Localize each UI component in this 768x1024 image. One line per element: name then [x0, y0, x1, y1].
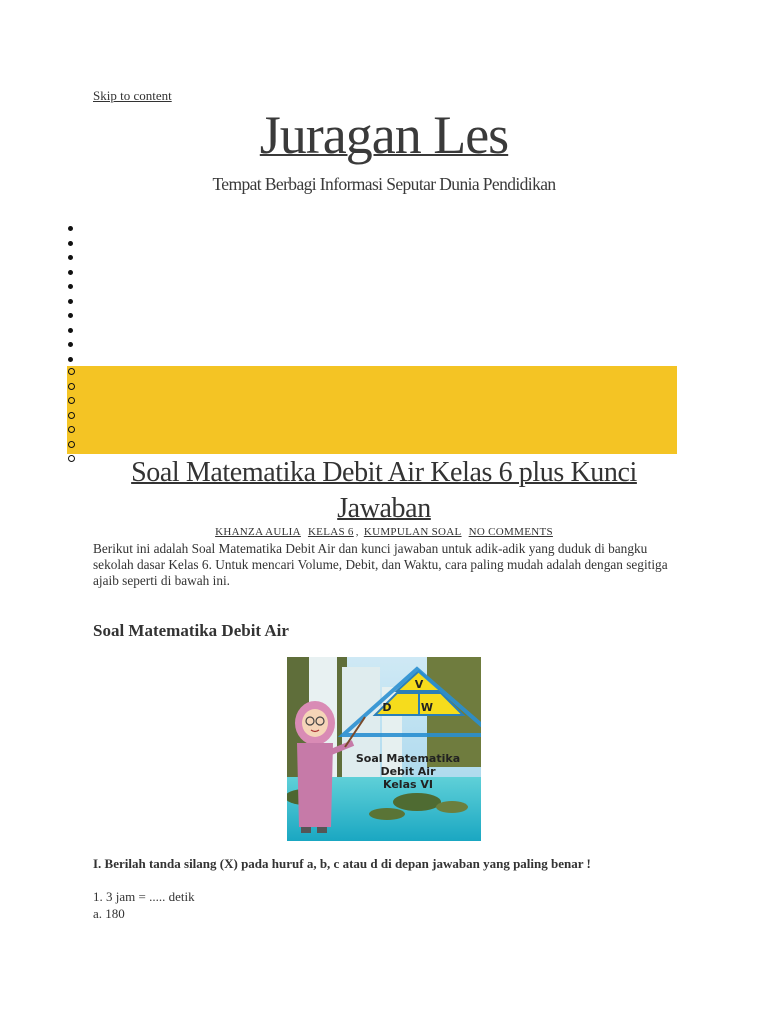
bullet-marker: [68, 342, 73, 347]
bullet-marker: [68, 284, 73, 289]
triangle-label-d: D: [382, 701, 392, 714]
category-link-kumpulan-soal[interactable]: KUMPULAN SOAL: [363, 526, 462, 538]
bullet-marker: [68, 270, 73, 275]
triangle-label-w: W: [420, 701, 434, 714]
image-caption-line1: Soal Matematika: [355, 752, 461, 765]
post-title: [110, 455, 658, 527]
post-intro: Berikut ini adalah Soal Matematika Debit Air dan kunci jawaban untuk adik-adik yang duduk di bangku sekolah dasar Kelas 6. Untuk mencari Volume, Debit, dan Waktu, cara paling mudah adalah dengan segitiga ajaib seperti di bawah ini.: [93, 541, 668, 588]
bullet-marker: [68, 441, 75, 448]
bullet-marker: [68, 299, 73, 304]
bullet-marker: [68, 455, 75, 462]
question-1-option-a: a. 180: [93, 906, 125, 921]
comments-link[interactable]: NO COMMENTS: [468, 526, 553, 538]
post-meta: KHANZA AULIA KELAS 6 , KUMPULAN SOAL NO COMMENTS: [215, 526, 553, 538]
bullet-marker: [68, 226, 73, 231]
post-image: [287, 657, 481, 841]
bullet-marker: [68, 255, 73, 260]
bullet-marker: [68, 426, 75, 433]
question-1: 1. 3 jam = ..... detik: [93, 889, 195, 904]
author-link[interactable]: KHANZA AULIA: [215, 526, 301, 538]
skip-to-content-link[interactable]: Skip to content: [93, 88, 172, 103]
bullet-marker: [68, 412, 75, 419]
site-title[interactable]: Juragan Les: [259, 105, 509, 165]
triangle-label-v: V: [414, 678, 424, 691]
bullet-marker: [68, 368, 75, 375]
bullet-marker: [68, 357, 73, 362]
image-caption-line2: Debit Air: [380, 765, 436, 778]
image-caption-line3: Kelas VI: [383, 778, 433, 791]
bullet-marker: [68, 241, 73, 246]
category-link-kelas6[interactable]: KELAS 6: [307, 526, 354, 538]
bullet-marker: [68, 397, 75, 404]
site-tagline: Tempat Berbagi Informasi Seputar Dunia Pendidikan: [212, 174, 556, 194]
bullet-marker: [68, 313, 73, 318]
post-title-link[interactable]: Soal Matematika Debit Air Kelas 6 plus Kunci Jawaban: [131, 457, 637, 524]
submenu-bar: [67, 366, 677, 454]
bullet-marker: [68, 328, 73, 333]
bullet-marker: [68, 383, 75, 390]
question-instruction: I. Berilah tanda silang (X) pada huruf a, b, c atau d di depan jawaban yang paling benar !: [93, 856, 591, 871]
section-heading: Soal Matematika Debit Air: [93, 621, 289, 640]
